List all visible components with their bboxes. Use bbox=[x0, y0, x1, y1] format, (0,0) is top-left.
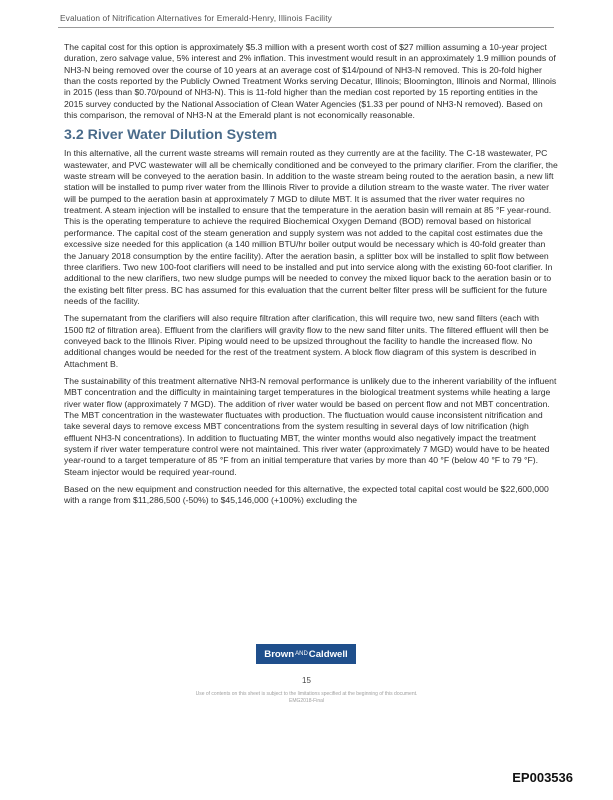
logo-brown: Brown bbox=[264, 648, 295, 660]
footer-disclaimer bbox=[0, 691, 613, 705]
paragraph-supernatant: The supernatant from the clarifiers will also require filtration after clarification, this will require two, new sand filters (each with 1500 ft2 of filtration area). Effluent from the clarifiers will gravity flow to the new sand filter units. The filtered effluent will then be conveyed back to the Illinois River. Piping would need to be upsized throughout the facility to handle the increased flow. No additional changes would be needed for the rest of the treatment system. A block flow diagram of this system is described in Attachment B. bbox=[64, 313, 549, 369]
paragraph-capital-cost: The capital cost for this option is approximately $5.3 million with a present worth cost of $27 million assuming a 10-year project duration, zero salvage value, 5% interest and 2% inflation. This investment would result in an approximately 1.9 million pounds of NH3-N being removed over the course of 10 years at an average cost of $14/pound of NH3-N removed. This is 20-fold higher than the costs reported by the Publicly Owned Treatment Works serving Decatur, Illinois; Bloomington, Illinois and Normal, Illinois in 2015 (less than $0.70/pound of NH3-N). This is 11-fold higher than the median cost reported by 15 reporting entities in the 2015 survey conducted by the National Association of Clean Water Agencies ($1.33 per pound of NH3-N removed). Based on this comparison, the removal of NH3-N at the Emerald plant is not economically reasonable. bbox=[64, 42, 557, 121]
logo-and: AND bbox=[295, 651, 308, 657]
disclaimer-line-2: EMG2018-Final bbox=[288, 698, 324, 704]
logo-caldwell: Caldwell bbox=[308, 648, 348, 660]
disclaimer-line-1: Use of contents on this sheet is subject to the limitations specified at the beginning of this document. bbox=[195, 691, 418, 697]
paragraph-cost-estimate: Based on the new equipment and construction needed for this alternative, the expected total capital cost would be $22,600,000 with a range from $11,286,500 (-50%) to $45,146,000 (+100%) excluding the bbox=[64, 484, 549, 506]
paragraph-sustainability: The sustainability of this treatment alternative NH3-N removal performance is unlikely due to the inherent variability of the influent MBT concentration and the difficulty in maintaining target temperatures in the biological treatment systems while heating a large river water flow (approximately 7 MGD). The addition of river water would be based on percent flow and not MBT concentration. The MBT concentration in the wastewater fluctuates with production. The fluctuation would cause inconsistent nitrification and take several days to remove excess MBT concentrations from the system resulting in several days of low nitrification (high effluent NH3-N concentrations). In addition to fluctuating MBT, the winter months would also negatively impact the treatment system if river water temperature control were not maintained. This river water (approximately 7 MGD) would have to be heated year-round to a target temperature of 85 °F from an initial temperature that varies by more than 40 °F (below 40 °F to 79 °F). Steam injector would be required year-round. bbox=[64, 375, 557, 477]
page-number: 15 bbox=[302, 676, 311, 685]
running-header: Evaluation of Nitrification Alternatives for Emerald-Henry, Illinois Facility bbox=[60, 13, 332, 23]
document-body bbox=[64, 42, 558, 513]
header-divider bbox=[58, 27, 554, 28]
paragraph-alternative-description: In this alternative, all the current waste streams will remain routed as they currently are at the facility. The C-18 wastewater, PC wastewater, and PVC wastewater will all be chemically conditioned and be conveyed to the primary clarifier. From the clarifier, the waste stream will be conveyed to the aeration basin. In addition to the waste stream being routed to the aeration basin, a new lift station will be installed to pump river water from the Illinois River to provide a dilution stream to the waste water. The river water will be pumped to the aeration basin at approximately 7 MGD to dilute MBT. It is assumed that the river water requires no treatment. A steam injection will be installed to ensure that the temperature in the aeration basin will remain at 85 °F year-round. This is the operating temperature to achieve the required Biochemical Oxygen Demand (BOD) removal based on historical performance. The capital cost of the steam generation and supply system was not added to the capital cost estimates due the excessive size needed for this application (a 140 million BTU/hr boiler output would be necessary which is 40-fold greater than the January 2018 consumption by the entire facility). After the aeration basin, a splitter box will be installed to split flow between three clarifiers. Two new 100-foot clarifiers will need to be installed and put into service along with the existing 60-foot clarifier. In additional to the new clarifiers, two new sludge pumps will be needed to convey the mixed liquor back to the aeration basin or to the existing belt filter press. BC has assumed for this evaluation that the current belter filter press will be sufficient for the future needs of the facility. bbox=[64, 148, 558, 306]
brown-and-caldwell-logo bbox=[256, 644, 356, 666]
section-heading: 3.2 River Water Dilution System bbox=[64, 127, 278, 144]
bates-number: EP003536 bbox=[512, 770, 573, 785]
